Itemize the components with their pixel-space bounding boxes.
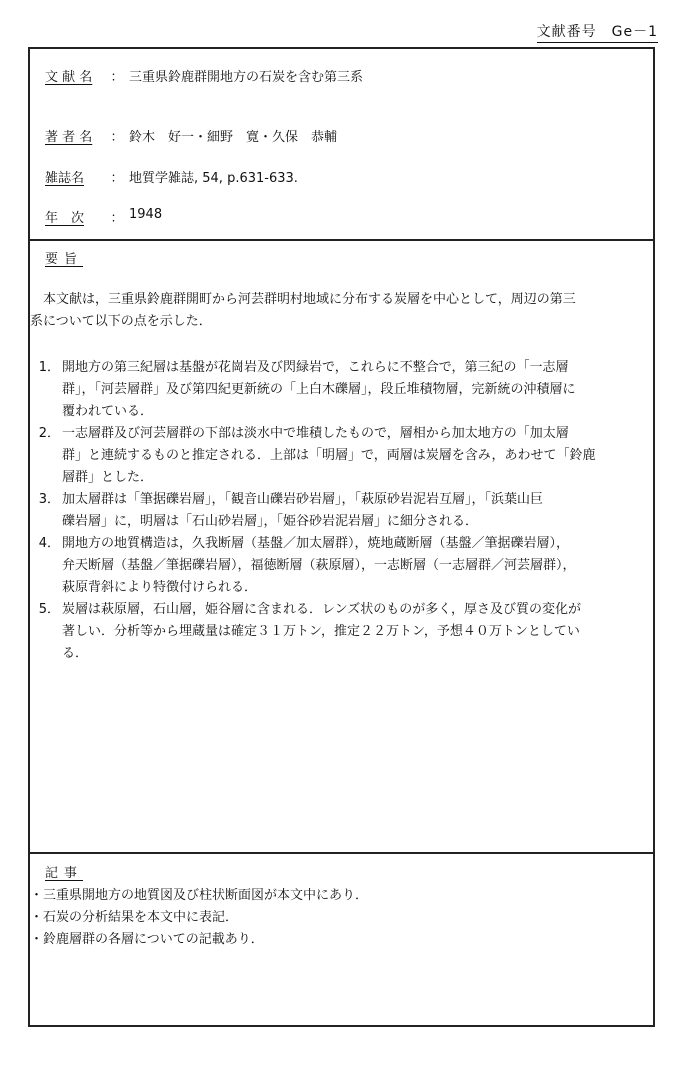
item-line: 炭層は萩原層，石山層，姫谷層に含まれる．レンズ状のものが多く，厚さ及び質の変化が [62,602,582,617]
intro-line: 本文献は，三重県鈴鹿群開町から河芸群明村地域に分布する炭層を中心として，周辺の第三 [30,292,576,307]
year-row [45,207,162,226]
item-line: 群」，「河芸層群」及び第四紀更新統の「上白木礫層」，段丘堆積物層，完新統の沖積層に [62,382,576,397]
authors-label: 著 者 名 [45,130,93,145]
item-line: 加太層群は「筆据礫岩層」，「観音山礫岩砂岩層」，「萩原砂岩泥岩互層」，「浜葉山巨 [62,492,544,507]
item-line: 開地方の地質構造は，久我断層（基盤／加太層群），焼地蔵断層（基盤／筆据礫岩層）， [62,536,570,551]
year-value: 1948 [129,207,163,222]
summary-item [30,357,654,423]
item-line: る． [62,646,89,661]
item-line: 群」と連続するものと推定される．上部は「明層」で，両層は炭層を含み，あわせて「鈴鹿 [62,448,596,463]
bibliography-section [30,49,653,241]
item-number: 5． [38,602,60,617]
summary-item [30,533,654,599]
title-label: 文 献 名 [45,70,93,85]
note-line: ・鈴鹿層群の各層についての記載あり． [30,932,264,947]
item-line: 覆われている． [62,404,154,419]
item-number: 4． [38,536,60,551]
summary-heading: 要旨 [45,252,84,267]
notes-section [30,852,653,1025]
item-line: 開地方の第三紀層は基盤が花崗岩及び閃緑岩で，これらに不整合で，第三紀の「一志層 [62,360,569,375]
note-line: ・三重県開地方の地質図及び柱状断面図が本文中にあり． [30,888,369,903]
item-line: 礫岩層」に，明層は「石山砂岩層」，「姫谷砂岩泥岩層」に細分される． [62,514,479,529]
title-colon: ： [110,70,124,85]
document-frame [28,47,655,1027]
document-number: 文献番号 Ge－1 [537,21,658,43]
item-line: 著しい．分析等から埋蔵量は確定３１万トン，推定２２万トン，予想４０万トンとしてい [62,624,580,639]
year-label: 年 次 [45,211,85,226]
item-line: 弁天断層（基盤／筆据礫岩層），福徳断層（萩原層），一志断層（一志層群／河芸層群）， [62,558,576,573]
authors-value: 鈴木 好一・細野 寛・久保 恭輔 [129,130,338,145]
summary-item [30,423,654,489]
title-value: 三重県鈴鹿群開地方の石炭を含む第三系 [129,70,364,85]
notes-heading: 記事 [45,866,84,881]
summary-item [30,599,654,665]
summary-item [30,489,654,533]
title-row [45,66,363,85]
note-line: ・石炭の分析結果を本文中に表記． [30,910,239,925]
item-number: 1． [38,360,60,375]
summary-section [30,239,653,854]
year-colon: ： [110,211,124,226]
journal-value: 地質学雑誌, 54, p.631-633. [129,171,298,186]
authors-colon: ： [110,130,124,145]
item-line: 萩原背斜により特徴付けられる． [62,580,258,595]
summary-intro [30,289,654,333]
item-number: 2． [38,426,60,441]
journal-row [45,167,298,186]
authors-row [45,126,337,145]
item-line: 一志層群及び河芸層群の下部は淡水中で堆積したもので，層相から加太地方の「加太層 [62,426,569,441]
journal-colon: ： [110,171,124,186]
intro-line: 系について以下の点を示した． [30,314,212,329]
item-line: 層群」とした． [62,470,154,485]
summary-items [30,357,654,665]
item-number: 3． [38,492,60,507]
journal-label: 雑誌名 [45,171,85,186]
